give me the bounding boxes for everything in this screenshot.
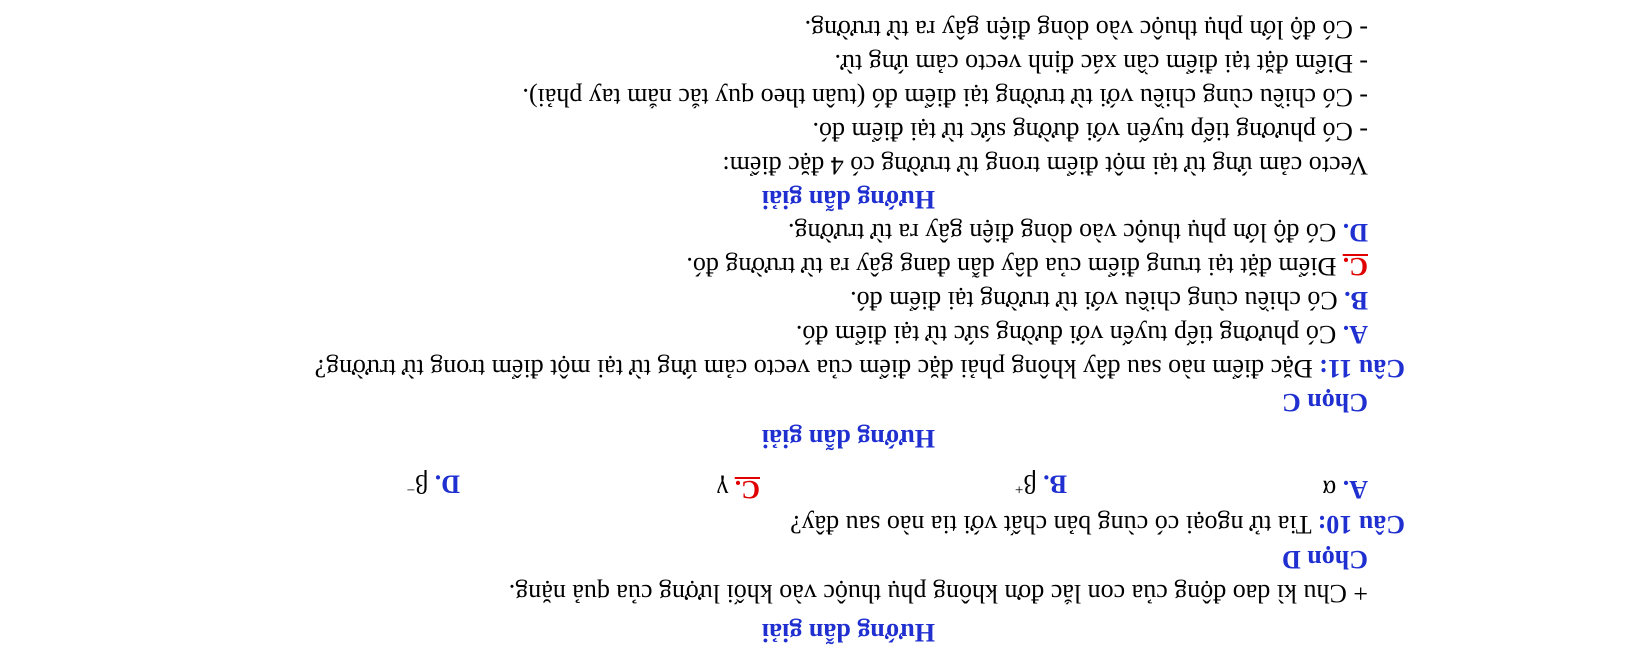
chon-c-answer: Chọn C	[1282, 388, 1368, 417]
option-a-letter: A.	[1342, 320, 1368, 349]
cau-10-option-d	[407, 466, 460, 506]
cau-10-option-a	[1323, 472, 1368, 506]
explain-line-1: - Có phương tiếp tuyến với đường sức từ tại điểm đó.	[812, 117, 1368, 146]
cau-10-label: Câu 10:	[1317, 510, 1405, 539]
option-b-letter: B.	[1344, 286, 1368, 315]
huong-dan-giai-heading-1: Hướng dẫn giải	[761, 618, 935, 647]
option-d-sup: −	[406, 481, 415, 497]
cau-11-question	[315, 351, 1405, 385]
explain-line-3: - Điểm đặt tại điểm cần xác định vecto cảm ứng từ.	[834, 49, 1368, 78]
option-d-letter: D.	[434, 469, 460, 499]
option-d-letter: D.	[1342, 218, 1368, 247]
option-a-letter: A.	[1342, 475, 1368, 504]
explain-line-4: - Có độ lớn phụ thuộc vào dòng điện gây ra từ trường.	[804, 15, 1368, 44]
option-c-letter: C.	[1342, 252, 1368, 281]
cau-10-option-b	[1015, 466, 1067, 506]
cau-11-option-b	[850, 283, 1368, 317]
option-d-text: Có độ lớn phụ thuộc vào dòng điện gây ra từ trường.	[788, 218, 1343, 247]
chu-ki-note: + Chu kì dao động của con lắc đơn không phụ thuộc vào khối lượng của quả nặng.	[508, 579, 1368, 608]
explain-line-2: - Có chiều cùng chiều với từ trường tại điểm đó (tuân theo quy tắc nắm tay phải).	[522, 83, 1368, 112]
chon-d-answer: Chọn D	[1282, 545, 1368, 574]
option-d-text: β	[414, 469, 435, 499]
huong-dan-giai-heading-2: Hướng dẫn giải	[761, 424, 935, 453]
option-a-text: α	[1322, 475, 1343, 504]
option-a-text: Có phương tiếp tuyến với đường sức từ tại điểm đó.	[795, 320, 1343, 349]
cau-10-text: Tia tử ngoại có cùng bản chất với tia nào sau đây?	[790, 510, 1318, 539]
cau-10-question	[790, 507, 1405, 541]
option-c-letter: C.	[734, 475, 760, 504]
cau-10-option-c	[717, 472, 760, 506]
explain-line-0: Vecto cảm ứng từ tại một điểm trong từ trường có 4 đặc điểm:	[722, 151, 1368, 180]
option-b-text: Có chiều cùng chiều với từ trường tại điểm đó.	[850, 286, 1345, 315]
option-b-text: β	[1023, 469, 1044, 499]
huong-dan-giai-heading-3: Hướng dẫn giải	[761, 185, 935, 214]
option-c-text: γ	[716, 475, 735, 504]
cau-11-option-c	[686, 249, 1368, 283]
cau-11-text: Đặc điểm nào sau đây không phải đặc điểm của vecto cảm ứng từ tại một điểm trong từ trường?	[314, 354, 1320, 383]
cau-11-option-a	[796, 317, 1368, 351]
option-b-sup: +	[1014, 481, 1024, 497]
option-b-letter: B.	[1043, 469, 1067, 499]
option-c-text: Điểm đặt tại trung điểm của dây dẫn đang gây ra từ trường đó.	[686, 252, 1343, 281]
cau-11-option-d	[788, 215, 1368, 249]
cau-11-label: Câu 11:	[1319, 354, 1405, 383]
